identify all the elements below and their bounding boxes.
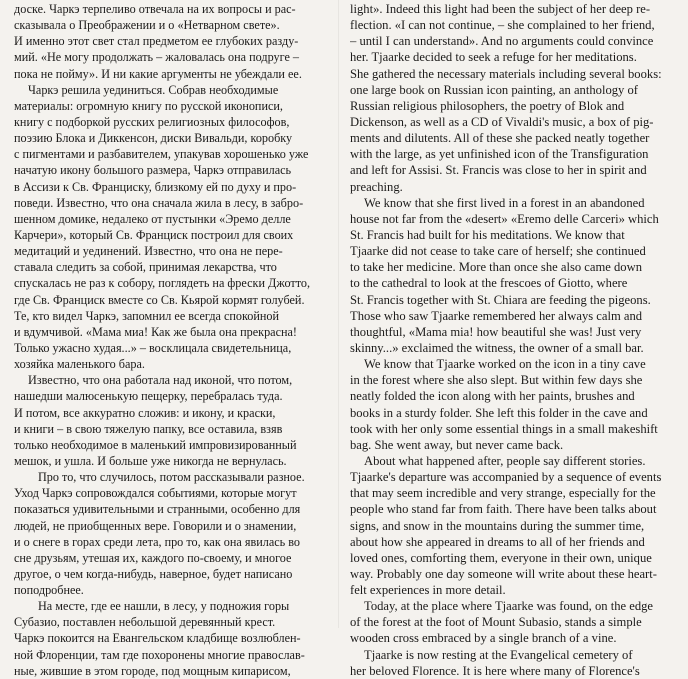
russian-text-line: материалы: огромную книгу по русской иконописи,: [14, 98, 283, 113]
russian-text-line: и книги – в свою тяжелую папку, все оставила, взяв: [14, 421, 283, 436]
english-text-line: and left for Assisi. St. Francis was close to her in spirit and: [350, 163, 647, 178]
english-text-line: St. Francis together with St. Chiara are feeding the pigeons.: [350, 292, 651, 307]
english-text-line: We know that she first lived in a forest in an abandoned: [364, 195, 645, 210]
english-text-line: Those who saw Tjaarke remembered her always calm and: [350, 308, 643, 323]
english-text-line: loved ones, comforting them, everyone in their own, unique: [350, 550, 652, 565]
russian-text-line: с пигментами и разбавителем, упакував хорошенько уже: [14, 147, 309, 162]
russian-text-line: другое, о чем когда-нибудь, наверное, будет написано: [14, 566, 293, 581]
russian-text-line: начатую икону большого размера, Чаркэ отправилась: [14, 163, 292, 178]
english-text-line: one large book on Russian icon painting, an anthology of: [350, 82, 638, 97]
english-text-line: that may seem incredible and very strange, especially for the: [350, 486, 656, 501]
english-text-line: flection. «I can not continue, – she complained to her friend,: [350, 18, 655, 33]
english-text-line: Tjaarke's departure was accompanied by a sequence of events: [350, 470, 662, 485]
english-text-line: preaching.: [350, 179, 403, 194]
english-text-line: wooden cross embraced by a single branch of a vine.: [350, 631, 617, 646]
english-text-line: skinny...» exclaimed the witness, the owner of a small bar.: [350, 340, 644, 355]
russian-text-line: сказывала о Преображении и о «Нетварном свете».: [14, 18, 280, 33]
russian-text-line: спускалась не раз к собору, поглядеть на фрески Джотто,: [14, 276, 311, 291]
russian-text-line: ные, жившие в этом городе, под мощным кипарисом,: [14, 663, 291, 678]
english-text-line: way. Probably one day someone will write about these heart-: [350, 566, 657, 581]
russian-text-line: мий. «Не могу продолжать – жаловалась она подруге –: [14, 50, 299, 65]
english-text-line: in the forest where she also slept. But within few days she: [350, 373, 643, 388]
russian-text-line: шенном домике, недалеко от пустынки «Эремо делле: [14, 211, 291, 226]
english-text-line: We know that Tjaarke worked on the icon in a tiny cave: [364, 357, 646, 372]
english-text-line: Tjaarke is now resting at the Evangelical cemetery of: [364, 647, 633, 662]
english-text-line: Today, at the place where Tjaarke was found, on the edge: [364, 599, 654, 614]
russian-text-line: и о снеге в горах среди лета, про то, как она явилась во: [14, 534, 301, 549]
russian-text-line: показаться удивительными и странными, особенно для: [14, 502, 301, 517]
english-text-line: She gathered the necessary materials including several books:: [350, 66, 662, 81]
russian-text-column: [14, 1, 330, 679]
english-text-line: thoughtful, «Mama mia! how beautiful she was! Just very: [350, 324, 642, 339]
english-text-line: St. Francis had built for his meditations. We know that: [350, 227, 625, 242]
russian-text-line: где Св. Франциск вместе со Св. Кьярой кормят голубей.: [14, 292, 305, 307]
russian-text-line: нашедши малюсенькую пещерку, перебралась туда.: [14, 389, 283, 404]
russian-text-line: только необходимое в маленький импровизированный: [14, 437, 297, 452]
english-text-line: ments and dilutents. All of these she packed neatly together: [350, 131, 650, 146]
english-text-line: Russian religious philosophers, the poetry of Blok and: [350, 98, 625, 113]
english-text-line: neatly folded the icon along with her paints, brushes and: [350, 389, 635, 404]
russian-text-line: И потом, все аккуратно сложив: и икону, и краски,: [14, 405, 276, 420]
russian-text-line: ной Флоренции, там где похоронены многие православ-: [14, 647, 305, 662]
english-text-line: Dickenson, as well as a CD of Vivaldi's music, a box of pig-: [350, 114, 654, 129]
russian-text-line: людей, не приобщенных вере. Говорили и о знамении,: [14, 518, 297, 533]
english-text-line: felt experiences in more detail.: [350, 583, 506, 598]
russian-text-line: На месте, где ее нашли, в лесу, у подножия горы: [38, 599, 290, 614]
russian-text-line: медитаций и уединений. Известно, что она не пере-: [14, 244, 283, 259]
russian-text-line: Субазио, поставлен небольшой деревянный крест.: [14, 615, 276, 630]
english-text-line: people who stand far from faith. There have been talks about: [350, 502, 657, 517]
english-text-line: her. Tjaarke decided to seek a refuge for her meditations.: [350, 50, 637, 65]
column-gutter: [338, 0, 339, 628]
russian-text-line: Чаркэ покоится на Евангельском кладбище возлюблен-: [14, 631, 301, 646]
english-text-line: light». Indeed this light had been the subject of her deep re-: [350, 2, 651, 16]
russian-text-line: Только ужасно худая...» – восклицала свидетельница,: [14, 340, 292, 355]
russian-text-line: Чаркэ решила уединиться. Собрав необходимые: [28, 82, 279, 97]
russian-text-line: и вдумчивой. «Мама миа! Как же была она прекрасна!: [14, 324, 297, 339]
russian-text-line: пока не пойму». И ни какие аргументы не убеждали ее.: [14, 66, 302, 81]
english-text-line: house not far from the «desert» «Eremo delle Carceri» which: [350, 211, 659, 226]
russian-text-line: мешок, и ушла. И больше уже никогда не вернулась.: [14, 453, 287, 468]
english-text-line: with the large, as yet unfinished icon of the Transfiguration: [350, 147, 649, 162]
russian-text-line: сне друзьям, утешая их, каждого по-своему, и многое: [14, 550, 292, 565]
russian-text-line: доске. Чаркэ терпеливо отвечала на их вопросы и рас-: [14, 2, 296, 16]
russian-text-line: Известно, что она работала над иконой, что потом,: [28, 373, 293, 388]
english-text-line: to the cathedral to look at the frescoes of Giotto, where: [350, 276, 628, 291]
russian-text-line: Про то, что случилось, потом рассказывали разное.: [38, 470, 305, 485]
russian-text-line: хозяйка маленького бара.: [14, 357, 145, 372]
english-text-line: about how she appeared in dreams to all of her friends and: [350, 534, 645, 549]
english-text-line: books in a sturdy folder. She left this folder in the cave and: [350, 405, 648, 420]
english-text-line: bag. She went away, but never came back.: [350, 437, 564, 452]
russian-text-line: ставала следить за собой, принимая лекарства, что: [14, 260, 277, 275]
english-text-line: About what happened after, people say different stories.: [364, 453, 646, 468]
russian-text-line: Карчери», который Св. Франциск построил для своих: [14, 227, 294, 242]
english-text-column: [350, 1, 682, 679]
english-text-line: signs, and snow in the mountains during the summer time,: [350, 518, 645, 533]
english-text-line: of the forest at the foot of Mount Subasio, stands a simple: [350, 615, 642, 630]
english-text-line: – until I can understand». And no arguments could convince: [350, 34, 654, 49]
russian-text-line: поподробнее.: [14, 583, 84, 598]
russian-text-line: поэзию Блока и Диккенсон, диски Вивальди, коробку: [14, 131, 293, 146]
english-text-line: Tjaarke did not cease to take care of herself; she continued: [350, 244, 646, 259]
russian-text-line: Те, кто видел Чаркэ, запомнил ее всегда спокойной: [14, 308, 280, 323]
russian-text-line: в Ассизи к Св. Франциску, близкому ей по духу и про-: [14, 179, 297, 194]
russian-text-line: Уход Чаркэ сопровождался событиями, которые могут: [14, 486, 297, 501]
russian-text-line: поведи. Известно, что она сначала жила в лесу, в забро-: [14, 195, 304, 210]
russian-text-line: книгу с подборкой русских религиозных философов,: [14, 114, 290, 129]
english-text-line: took with her only some essential things in a small makeshift: [350, 421, 658, 436]
russian-text-line: И именно этот свет стал предметом ее глубоких разду-: [14, 34, 299, 49]
english-text-line: her beloved Florence. It is here where many of Florence's: [350, 663, 640, 678]
english-text-line: to take her medicine. More than once she also came down: [350, 260, 642, 275]
